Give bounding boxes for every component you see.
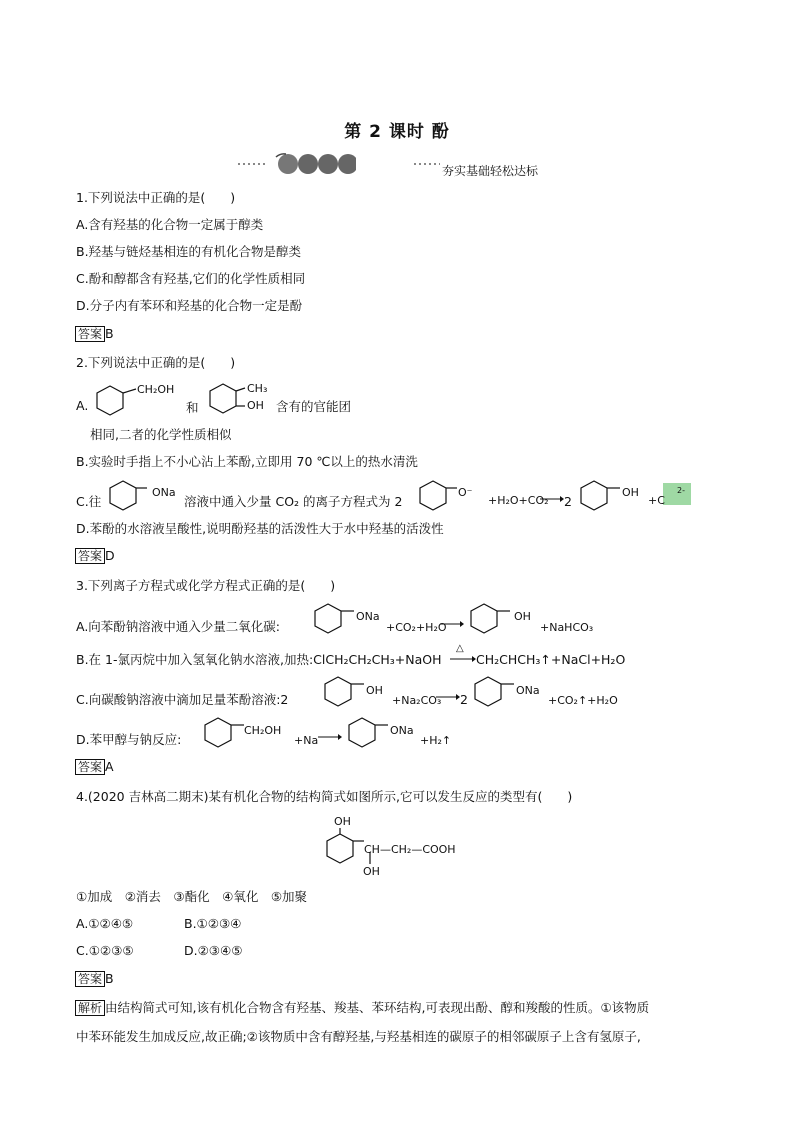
q2-c-end: +C — [648, 494, 665, 507]
answer-value: D — [105, 548, 115, 563]
benzene-ring-icon — [310, 601, 360, 637]
q3-d-mid: +Na — [294, 734, 319, 747]
q3-a-text: A.向苯酚钠溶液中通入少量二氧化碳: — [76, 619, 281, 634]
q3-a-end: +NaHCO₃ — [540, 621, 594, 634]
benzene-ring-icon — [344, 715, 394, 751]
benzene-ring-icon — [470, 674, 520, 710]
q4-option-d: D.②③④⑤ — [184, 943, 243, 958]
q3-c-mid: +Na₂CO₃ — [392, 694, 442, 707]
q2-option-d: D.苯酚的水溶液呈酸性,说明酚羟基的活泼性大于水中羟基的活泼性 — [76, 521, 444, 536]
q2-c-mol3-sub: OH — [622, 486, 639, 499]
benzene-ring-icon — [200, 715, 250, 751]
reaction-arrow-icon — [440, 619, 464, 629]
q3-d-text: D.苯甲醇与钠反应: — [76, 732, 182, 747]
q4-option-b: B.①②③④ — [184, 916, 242, 931]
q3-option-b: B.在 1-氯丙烷中加入氢氧化钠水溶液,加热:ClCH₂CH₂CH₃+NaOH — [76, 652, 442, 667]
analysis-text: 由结构简式可知,该有机化合物含有羟基、羧基、苯环结构,可表现出酚、醇和羧酸的性质。①该物质 — [105, 1000, 650, 1015]
q3-c-end: +CO₂↑+H₂O — [548, 694, 618, 707]
answer-tag: 答案 — [75, 548, 105, 564]
q3-c-coef: 2 — [460, 692, 468, 707]
q2-a-text2: 相同,二者的化学性质相似 — [90, 427, 232, 442]
q2-a-text1: 含有的官能团 — [276, 399, 352, 414]
q2-c-text: 溶液中通入少量 CO₂ 的离子方程式为 2 — [184, 494, 403, 509]
q3-c-sub2: ONa — [516, 684, 540, 697]
benzene-ring-icon — [105, 478, 155, 514]
q2-c-coef: 2 — [564, 494, 572, 509]
q4-answer — [75, 971, 114, 987]
reaction-arrow-icon — [450, 654, 476, 664]
q4-stem: 4.(2020 吉林高二期末)某有机化合物的结构简式如图所示,它可以发生反应的类型有( ) — [76, 789, 573, 804]
q4-reaction-types: ①加成 ②消去 ③酯化 ④氧化 ⑤加聚 — [76, 889, 308, 904]
q4-analysis-line2: 中苯环能发生加成反应,故正确;②该物质中含有醇羟基,与羟基相连的碳原子的相邻碳原子上含有氢原子, — [76, 1029, 641, 1044]
q1-stem: 1.下列说法中正确的是( ) — [76, 190, 236, 205]
answer-tag: 答案 — [75, 971, 105, 987]
q3-a-mid: +CO₂+H₂O — [386, 621, 447, 634]
benzene-ring-icon — [320, 674, 370, 710]
q4-struct-top: OH — [334, 815, 351, 828]
benzene-ring-icon — [576, 478, 626, 514]
q2-a-mol2-sub1: CH₃ — [247, 382, 268, 395]
answer-value: B — [105, 971, 114, 986]
q2-a-and: 和 — [186, 400, 199, 415]
q1-option-c: C.酚和醇都含有羟基,它们的化学性质相同 — [76, 271, 306, 286]
q3-c-sub1: OH — [366, 684, 383, 697]
reaction-arrow-icon — [436, 692, 460, 702]
q4-option-a: A.①②④⑤ — [76, 916, 134, 931]
q2-c-mid: +H₂O+CO₂ — [488, 494, 549, 507]
q4-analysis-line1 — [75, 1000, 649, 1016]
bond-line-icon — [368, 852, 372, 864]
answer-tag: 答案 — [75, 326, 105, 342]
analysis-tag: 解析 — [75, 1000, 105, 1016]
reaction-arrow-icon — [540, 494, 564, 504]
benzene-ring-icon — [318, 828, 368, 868]
q1-option-b: B.羟基与链烃基相连的有机化合物是醇类 — [76, 244, 302, 259]
answer-value: B — [105, 326, 114, 341]
answer-tag: 答案 — [75, 759, 105, 775]
q2-c-mol1-sub: ONa — [152, 486, 176, 499]
q3-d-sub2: ONa — [390, 724, 414, 737]
q2-c-sup: 2- — [677, 486, 685, 495]
q3-d-end: +H₂↑ — [420, 734, 452, 747]
section-banner — [236, 153, 566, 178]
q3-d-sub1: CH₂OH — [244, 724, 282, 737]
q2-answer — [75, 548, 115, 564]
q3-b-cond: △ — [456, 643, 464, 654]
q4-option-c: C.①②③⑤ — [76, 943, 134, 958]
q3-stem: 3.下列离子方程式或化学方程式正确的是( ) — [76, 578, 336, 593]
q2-a-prefix: A. — [76, 398, 89, 413]
q2-stem: 2.下列说法中正确的是( ) — [76, 355, 236, 370]
banner-dots-icon — [412, 153, 442, 175]
q2-option-b: B.实验时手指上不小心沾上苯酚,立即用 70 ℃以上的热水清洗 — [76, 454, 418, 469]
answer-value: A — [105, 759, 114, 774]
q3-answer — [75, 759, 114, 775]
q2-a-mol2-sub2: OH — [247, 399, 264, 412]
q1-option-a: A.含有羟基的化合物一定属于醇类 — [76, 217, 264, 232]
q2-a-mol1-sub: CH₂OH — [137, 383, 175, 396]
q2-c-mol2-sub: O⁻ — [458, 486, 473, 499]
q1-option-d: D.分子内有苯环和羟基的化合物一定是酚 — [76, 298, 303, 313]
q4-struct-bottom: OH — [363, 865, 380, 878]
q4-struct-chain: CH—CH₂—COOH — [364, 843, 456, 856]
q3-b-end: CH₂CHCH₃↑+NaCl+H₂O — [476, 652, 626, 667]
page-title: 第 2 课时 酚 — [344, 122, 450, 142]
q1-answer — [75, 326, 114, 342]
benzene-ring-icon — [466, 601, 516, 637]
section-title: 夯实基础轻松达标 — [442, 164, 539, 178]
q3-a-sub1: ONa — [356, 610, 380, 623]
reaction-arrow-icon — [318, 732, 342, 742]
q3-a-sub2: OH — [514, 610, 531, 623]
q2-c-prefix: C.往 — [76, 494, 102, 509]
banner-decoration-icon — [236, 153, 356, 175]
q3-c-text: C.向碳酸钠溶液中滴加足量苯酚溶液:2 — [76, 692, 289, 707]
